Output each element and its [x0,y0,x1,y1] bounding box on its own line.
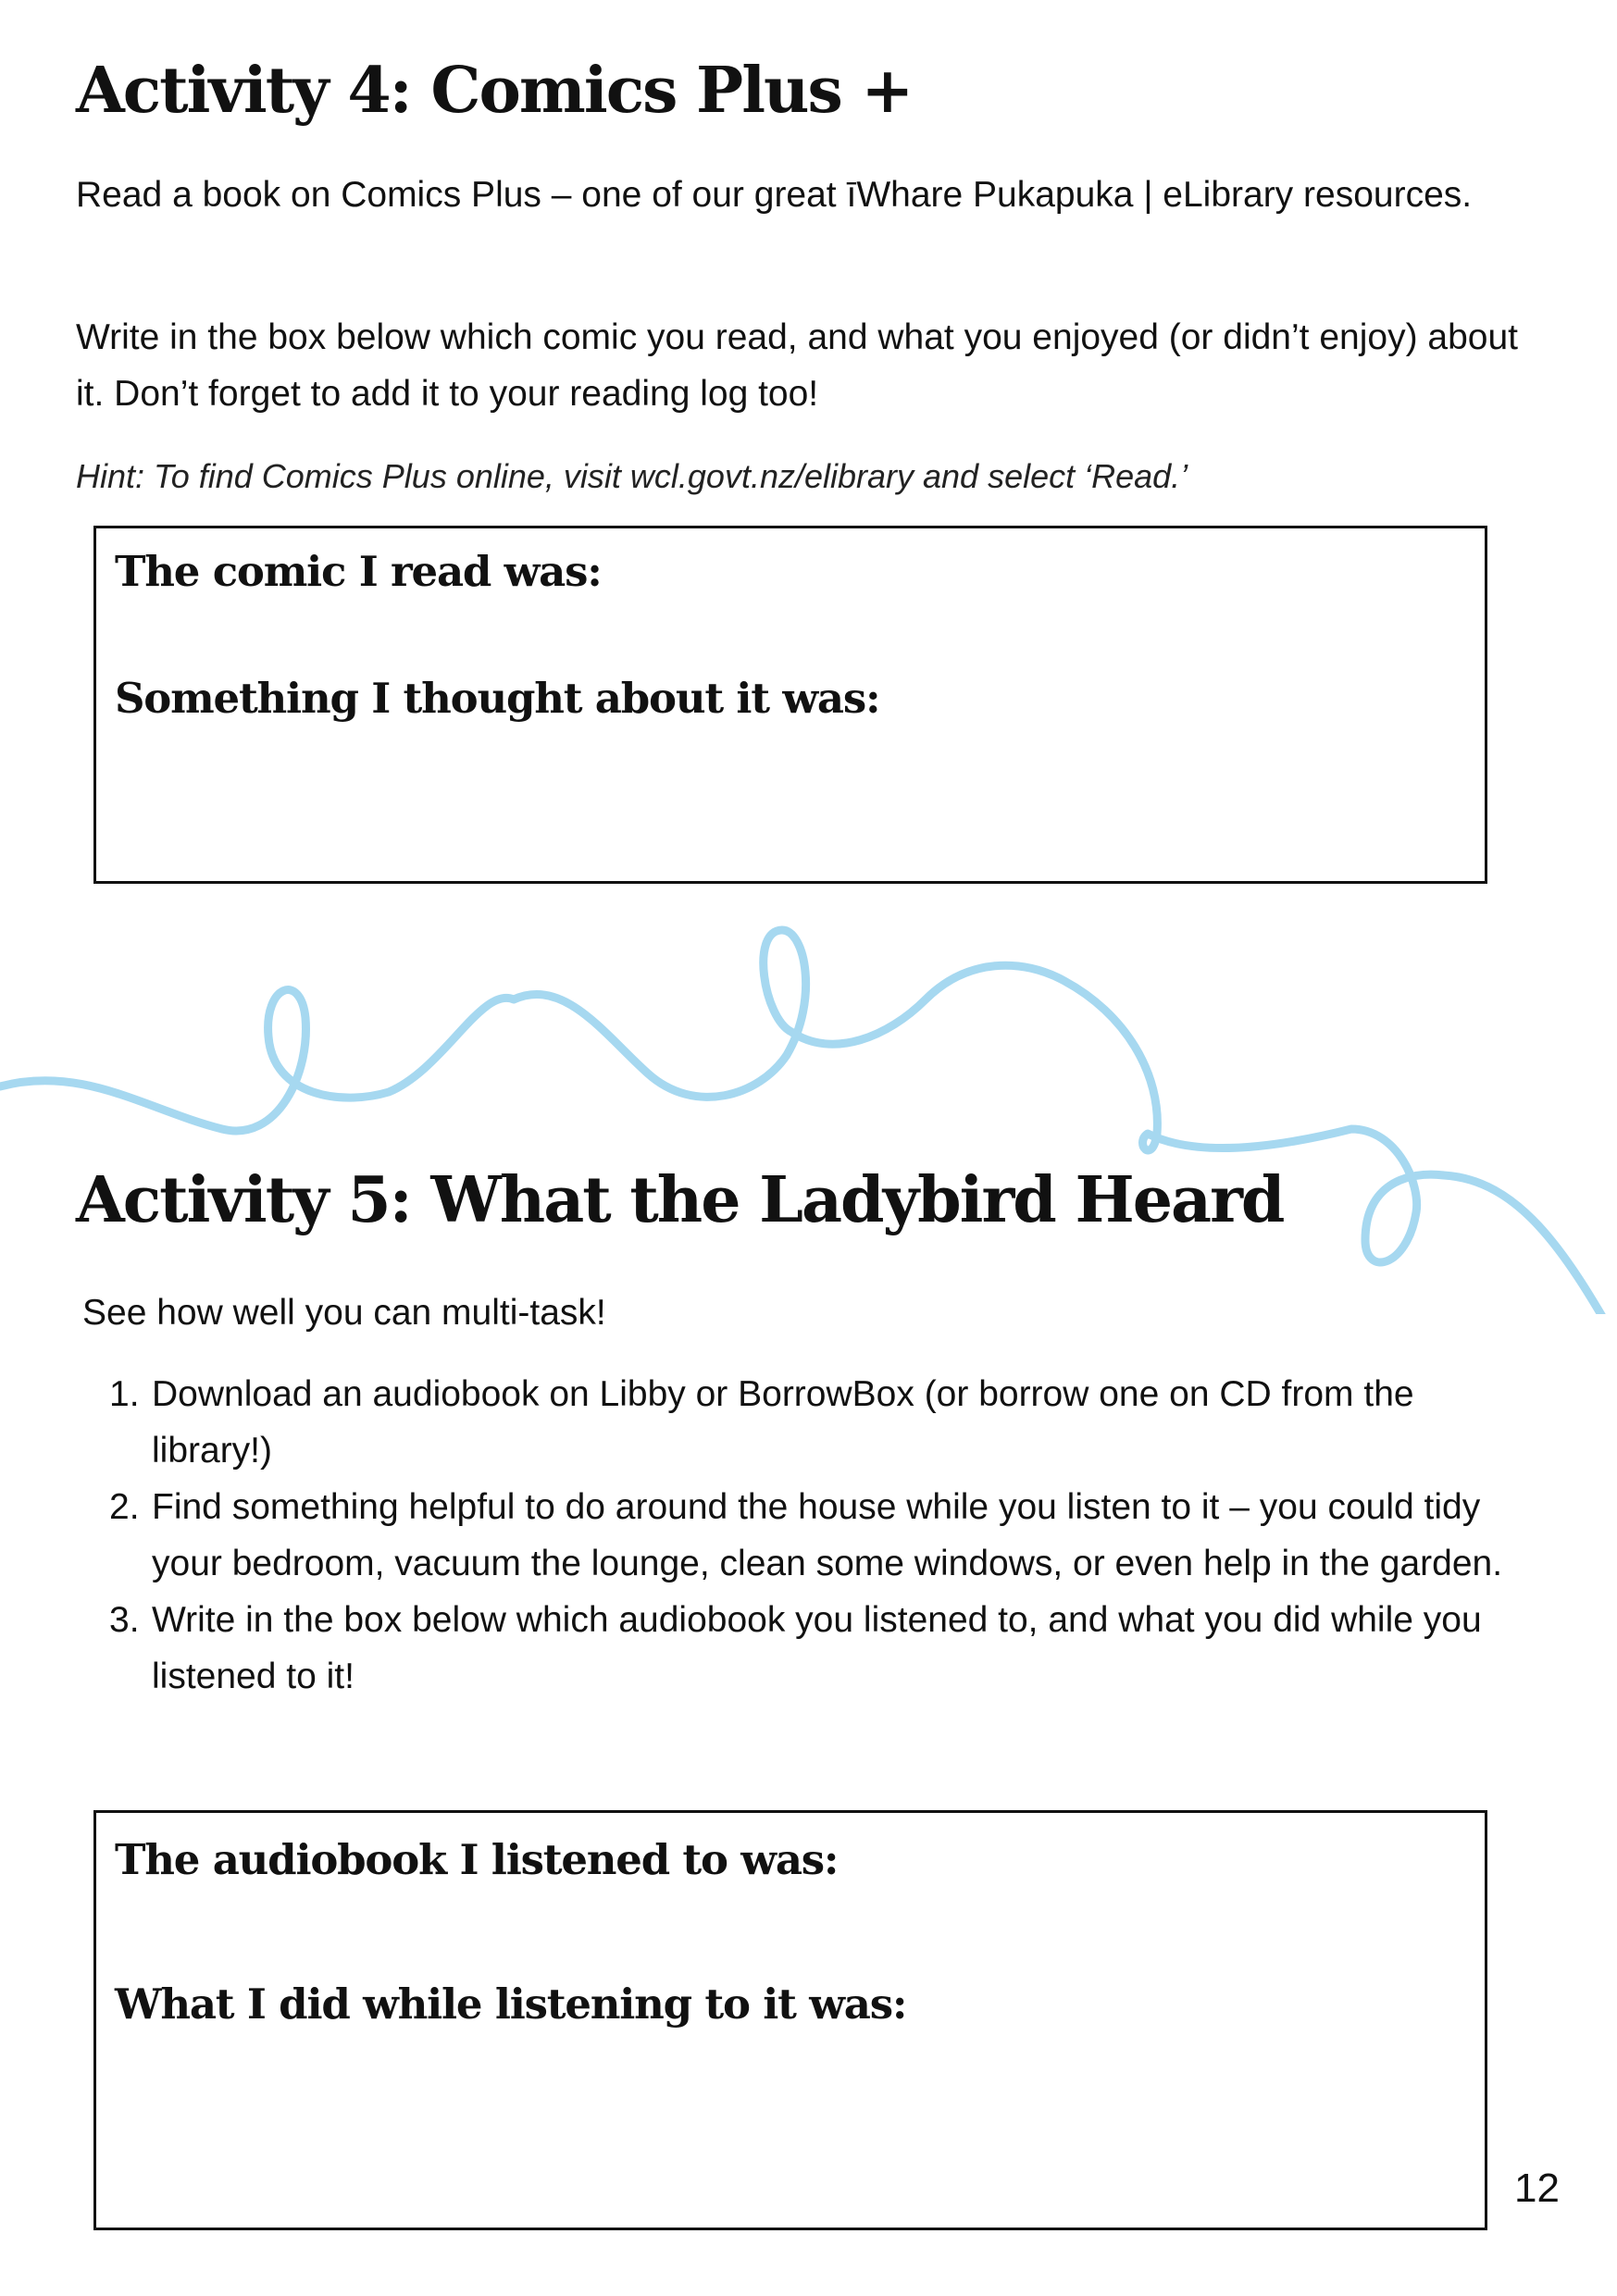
activity-4-heading: Activity 4: Comics Plus + [76,54,913,128]
page-number: 12 [1514,2166,1560,2211]
step-number: 3. [109,1600,140,1640]
step-number: 1. [109,1374,140,1414]
activity-5-steps [109,1366,1535,1705]
step-number: 2. [109,1487,140,1527]
activity-4-instructions: Write in the box below which comic you read, and what you enjoyed (or didn’t enjoy) about it. Don’t forget to add it to your reading log too! [76,317,1518,414]
comic-thought-prompt: Something I thought about it was: [115,674,880,723]
step-text: Download an audiobook on Libby or BorrowBox (or borrow one on CD from the library!) [152,1374,1414,1471]
step-text: Write in the box below which audiobook you listened to, and what you did while you listened to it! [152,1600,1482,1696]
comic-read-prompt: The comic I read was: [115,547,602,596]
activity-5-intro: See how well you can multi-task! [82,1293,606,1333]
step-item [109,1592,1535,1705]
squiggle-decoration [0,888,1617,1314]
audiobook-response-box[interactable] [93,1810,1487,2230]
audiobook-listened-prompt: The audiobook I listened to was: [115,1835,839,1884]
activity-4-hint: Hint: To find Comics Plus online, visit wcl.govt.nz/elibrary and select ‘Read.’ [76,457,1188,495]
listening-activity-prompt: What I did while listening to it was: [115,1980,907,2029]
activity-4-intro: Read a book on Comics Plus – one of our great īWhare Pukapuka | eLibrary resources. [76,175,1473,215]
step-text: Find something helpful to do around the house while you listen to it – you could tidy your bedroom, vacuum the lounge, clean some windows, or even help in the garden. [152,1487,1503,1583]
step-item [109,1479,1535,1592]
comic-response-box[interactable] [93,526,1487,884]
step-item [109,1366,1535,1479]
activity-5-heading: Activity 5: What the Ladybird Heard [76,1163,1284,1237]
